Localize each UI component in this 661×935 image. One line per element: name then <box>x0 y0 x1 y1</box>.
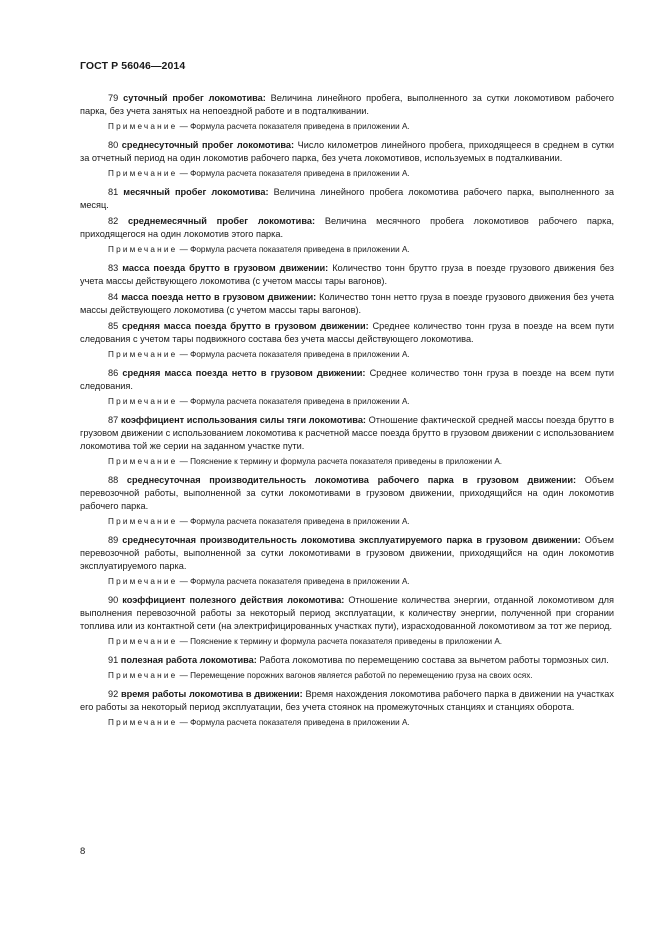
term-definition: Величина месячного пробега локомотивов рабочего парка, приходящегося на один локомотив этого парка. <box>80 216 614 239</box>
term-number: 85 <box>108 321 119 331</box>
term-entry-83 <box>80 262 614 288</box>
note-label: Примечание <box>108 637 178 646</box>
term-definition: Отношение фактической средней массы поезда брутто в грузовом движении с использованием локомотива к расчетной массе поезда брутто в грузовом движении с использованием локомотива той же серии на заданном участке пути. <box>80 415 614 451</box>
term-definition: Время нахождения локомотива рабочего парка в движении на участках его работы за некоторый период эксплуатации, без учета стоянок на промежуточных станциях и станциях оборота. <box>80 689 614 712</box>
note-text: — Формула расчета показателя приведена в приложении А. <box>179 350 410 359</box>
note-79 <box>80 121 614 133</box>
note-86 <box>80 396 614 408</box>
note-text: — Формула расчета показателя приведена в приложении А. <box>179 245 410 254</box>
note-87 <box>80 456 614 468</box>
term-entry-79 <box>80 92 614 118</box>
note-text: — Формула расчета показателя приведена в приложении А. <box>179 517 410 526</box>
note-label: Примечание <box>108 718 178 727</box>
term-name: среднесуточная производительность локомотива рабочего парка в грузовом движении: <box>126 475 577 485</box>
note-text: — Формула расчета показателя приведена в приложении А. <box>179 122 410 131</box>
note-89 <box>80 576 614 588</box>
term-definition: Количество тонн нетто груза в поезде грузового движения без учета массы действующего локомотива (с учетом массы тары вагонов). <box>80 292 615 315</box>
term-number: 90 <box>108 595 119 605</box>
term-number: 91 <box>108 655 119 665</box>
term-name: средняя масса поезда брутто в грузовом движении: <box>122 321 369 331</box>
term-entry-84 <box>80 291 614 317</box>
note-text: — Формула расчета показателя приведена в приложении А. <box>179 718 410 727</box>
term-name: коэффициент полезного действия локомотива: <box>122 595 345 605</box>
term-name: масса поезда брутто в грузовом движении: <box>122 263 329 273</box>
note-label: Примечание <box>108 577 178 586</box>
term-name: месячный пробег локомотива: <box>123 187 269 197</box>
term-definition: Объем перевозочной работы, выполненной за сутки локомотивами в грузовом движении, приходящийся на один локомотив рабочего парка. <box>80 475 614 511</box>
term-definition: Среднее количество тонн груза в поезде на всем пути следования с учетом тары подвижного состава без учета массы действующего локомотива. <box>80 321 614 344</box>
term-name: среднесуточный пробег локомотива: <box>121 140 295 150</box>
term-name: время работы локомотива в движении: <box>120 689 303 699</box>
document-header: ГОСТ Р 56046—2014 <box>80 60 186 72</box>
note-label: Примечание <box>108 350 178 359</box>
note-text: — Формула расчета показателя приведена в приложении А. <box>179 577 410 586</box>
note-label: Примечание <box>108 457 178 466</box>
term-definition: Отношение количества энергии, отданной локомотивом для выполнения перевозочной работы за некоторый период эксплуатации, к количеству энергии, полученной при сгорании топлива или из контактной сети (на электрифицированных участках пути), израсходованной локомотивом за тот же период. <box>80 595 614 631</box>
term-definition: Число километров линейного пробега, приходящееся в среднем в сутки за отчетный период на один локомотив рабочего парка, без учета локомотивов, используемых в подталкивании. <box>80 140 615 163</box>
term-entry-81 <box>80 186 614 212</box>
term-name: полезная работа локомотива: <box>120 655 257 665</box>
term-entry-80 <box>80 139 614 165</box>
term-name: коэффициент использования силы тяги локомотива: <box>120 415 366 425</box>
note-label: Примечание <box>108 671 178 680</box>
term-definition: Работа локомотива по перемещению состава за вычетом работы тормозных сил. <box>259 655 609 665</box>
term-number: 84 <box>108 292 119 302</box>
note-text: — Перемещение порожних вагонов является работой по перемещению груза на своих осях. <box>179 671 533 680</box>
note-90 <box>80 636 614 648</box>
term-entry-85 <box>80 320 614 346</box>
term-name: среднесуточная производительность локомотива эксплуатируемого парка в грузовом движении: <box>122 535 581 545</box>
term-entry-91 <box>80 654 614 667</box>
note-label: Примечание <box>108 397 178 406</box>
term-entry-92 <box>80 688 614 714</box>
term-name: средняя масса поезда нетто в грузовом движении: <box>122 368 366 378</box>
term-name: масса поезда нетто в грузовом движении: <box>121 292 317 302</box>
note-text: — Формула расчета показателя приведена в приложении А. <box>179 169 410 178</box>
term-entry-88 <box>80 474 614 513</box>
term-entry-90 <box>80 594 614 633</box>
term-number: 81 <box>108 187 119 197</box>
note-92 <box>80 717 614 729</box>
term-number: 88 <box>108 475 119 485</box>
term-entry-89 <box>80 534 614 573</box>
note-label: Примечание <box>108 122 178 131</box>
term-entry-82 <box>80 215 614 241</box>
note-88 <box>80 516 614 528</box>
note-text: — Пояснение к термину и формула расчета показателя приведены в приложении А. <box>179 457 503 466</box>
term-number: 87 <box>108 415 119 425</box>
note-label: Примечание <box>108 169 178 178</box>
term-definition: Среднее количество тонн груза в поезде на всем пути следования. <box>80 368 614 391</box>
term-name: среднемесячный пробег локомотива: <box>128 216 316 226</box>
term-definition: Количество тонн брутто груза в поезде грузового движения без учета массы действующего локомотива (с учетом массы тары вагонов). <box>80 263 614 286</box>
note-85 <box>80 349 614 361</box>
term-entry-87 <box>80 414 614 453</box>
term-definition: Объем перевозочной работы, выполненной за сутки локомотивами в грузовом движении, приходящийся на один локомотив эксплуатируемого парка. <box>80 535 614 571</box>
note-label: Примечание <box>108 245 178 254</box>
term-definition: Величина линейного пробега локомотива рабочего парка, выполненного за месяц. <box>80 187 615 210</box>
note-text: — Пояснение к термину и формула расчета показателя приведены в приложении А. <box>179 637 503 646</box>
note-82 <box>80 244 614 256</box>
term-number: 79 <box>108 93 119 103</box>
term-entry-86 <box>80 367 614 393</box>
term-definition: Величина линейного пробега, выполненного за сутки локомотивом рабочего парка, без учета занятых на непоездной работе и в подталкивании. <box>80 93 614 116</box>
page-number: 8 <box>80 846 86 857</box>
term-number: 89 <box>108 535 119 545</box>
term-number: 82 <box>108 216 119 226</box>
term-name: суточный пробег локомотива: <box>123 93 266 103</box>
term-number: 83 <box>108 263 119 273</box>
term-number: 92 <box>108 689 119 699</box>
note-91 <box>80 670 614 682</box>
note-80 <box>80 168 614 180</box>
note-label: Примечание <box>108 517 178 526</box>
term-number: 80 <box>108 140 119 150</box>
term-number: 86 <box>108 368 119 378</box>
term-list <box>80 92 614 735</box>
note-text: — Формула расчета показателя приведена в приложении А. <box>179 397 410 406</box>
